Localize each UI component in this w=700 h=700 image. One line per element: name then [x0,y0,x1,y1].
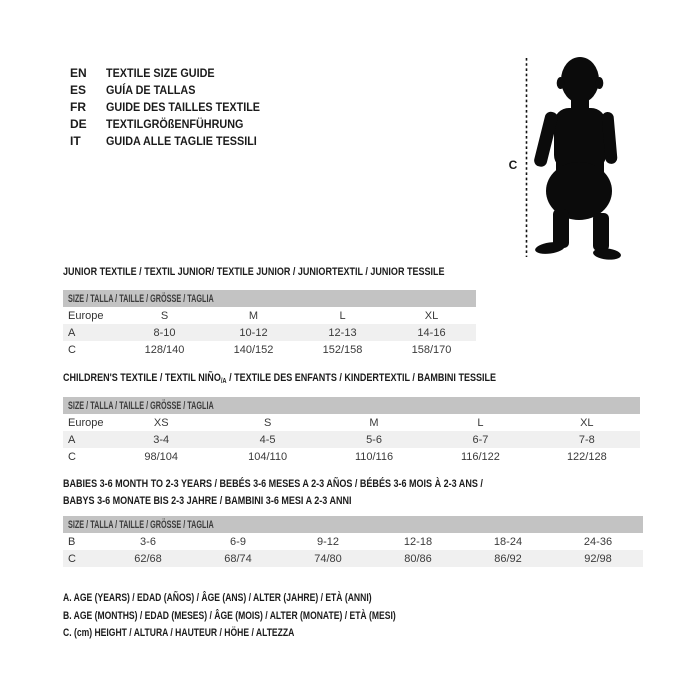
table-cell: 9-12 [316,535,340,548]
table-cell: 62/68 [134,552,162,565]
table-title-line1 [63,474,643,491]
table-title-text: BABYS 3-6 MONATE BIS 2-3 JAHRE / BAMBINI 3-6 MESI A 2-3 ANNI [63,495,352,507]
table-title [63,370,640,384]
language-label: GUÍA DE TALLAS [106,82,196,97]
footnote-text: B. AGE (MONTHS) / EDAD (MESES) / ÂGE (MOIS) / ALTER (MONATE) / ETÀ (MESI) [63,609,396,622]
row-label: Europe [68,309,104,322]
table-title-text [63,371,496,389]
table-cell: 10-12 [239,326,268,339]
title-segment: CHILDREN'S TEXTILE / TEXTIL NIÑO [63,372,221,384]
table-row-age [63,431,640,448]
language-row [70,81,277,98]
table-cell: S [263,416,272,429]
table-cell: 158/170 [411,343,452,356]
table-cell: 104/110 [248,450,288,463]
table-cell: 14-16 [417,326,446,339]
table-cell: 92/98 [584,552,612,565]
footnote-c [63,623,490,641]
table-row-europe [63,414,640,431]
table-cell: 80/86 [404,552,432,565]
row-label: A [68,433,76,446]
table-cell: 68/74 [224,552,252,565]
table-title-text: JUNIOR TEXTILE / TEXTIL JUNIOR/ TEXTILE JUNIOR / JUNIORTEXTIL / JUNIOR TESSILE [63,266,445,278]
language-label: GUIDA ALLE TAGLIE TESSILI [106,133,257,148]
row-label: C [68,450,76,463]
language-row [70,115,277,132]
size-header-text: SIZE / TALLA / TAILLE / GRÖSSE / TAGLIA [68,518,214,531]
table-cell: 24-36 [583,535,613,548]
babies-textile-table [63,474,643,567]
table-cell: 12-13 [328,326,357,339]
table-cell: 18-24 [493,535,523,548]
height-measure-label: C [508,158,518,172]
row-label: A [68,326,76,339]
row-label: C [68,343,76,356]
table-cell: 3-6 [140,535,156,548]
junior-textile-table [63,264,476,358]
language-code: EN [70,65,87,80]
language-label: TEXTILE SIZE GUIDE [106,65,215,80]
language-code: FR [70,99,86,114]
table-row-age-months [63,533,643,550]
size-header-bar [63,290,476,307]
language-code: DE [70,116,87,131]
table-cell: 110/116 [354,450,394,463]
table-cell: M [248,309,259,322]
title-subscript: /A [220,378,227,385]
table-cell: XS [153,416,169,429]
table-cell: M [369,416,379,429]
language-label: GUIDE DES TAILLES TEXTILE [106,99,261,114]
language-list [70,64,277,149]
table-row-height [63,448,640,465]
language-code: IT [70,133,81,148]
table-cell: 98/104 [144,450,179,463]
table-title-line2 [63,491,643,508]
table-title [63,474,643,508]
footnote-legend [63,588,490,641]
table-cell: 122/128 [566,450,607,463]
table-cell: 7-8 [578,433,595,446]
table-cell: 3-4 [153,433,170,446]
table-cell: XL [424,309,439,322]
table-cell: 5-6 [366,433,382,446]
size-header-bar [63,516,643,533]
size-header-bar [63,397,640,414]
row-label: B [68,535,76,548]
table-cell: 116/122 [460,450,500,463]
table-cell: 128/140 [144,343,185,356]
language-label: TEXTILGRÖßENFÜHRUNG [106,116,244,131]
table-cell: 8-10 [153,326,176,339]
size-header-text: SIZE / TALLA / TAILLE / GRÖSSE / TAGLIA [68,292,214,305]
language-row [70,132,277,149]
language-row [70,98,277,115]
footnote-a [63,588,490,606]
footnote-text: C. (cm) HEIGHT / ALTURA / HAUTEUR / HÖHE / ALTEZZA [63,627,295,639]
language-row [70,64,277,81]
row-label: C [68,552,76,565]
table-title [63,264,476,278]
table-cell: 4-5 [259,433,276,446]
table-row-height [63,550,643,567]
table-row-europe [63,307,476,324]
footnote-text: A. AGE (YEARS) / EDAD (AÑOS) / ÂGE (ANS) / ALTER (JAHRE) / ETÀ (ANNI) [63,592,372,604]
size-header-text: SIZE / TALLA / TAILLE / GRÖSSE / TAGLIA [68,399,214,412]
childrens-textile-table [63,370,640,465]
table-cell: 140/152 [233,343,274,356]
title-segment: / TEXTILE DES ENFANTS / KINDERTEXTIL / BAMBINI TESSILE [226,372,497,384]
table-cell: L [477,416,484,429]
table-cell: 6-7 [472,433,489,446]
table-row-height [63,341,476,358]
row-label: Europe [68,416,104,429]
footnote-b [63,606,490,624]
table-cell: 86/92 [494,552,522,565]
language-code: ES [70,82,87,97]
table-title-text: BABIES 3-6 MONTH TO 2-3 YEARS / BEBÉS 3-6 MESES A 2-3 AÑOS / BÉBÉS 3-6 MOIS À 2-3 ANS / [63,478,483,490]
baby-silhouette-icon [520,55,630,265]
table-cell: S [160,309,169,322]
table-cell: 152/158 [322,343,363,356]
table-cell: 12-18 [403,535,433,548]
table-row-age [63,324,476,341]
table-cell: 6-9 [230,535,246,548]
table-cell: L [339,309,346,322]
table-cell: XL [580,416,594,429]
table-cell: 74/80 [314,552,342,565]
